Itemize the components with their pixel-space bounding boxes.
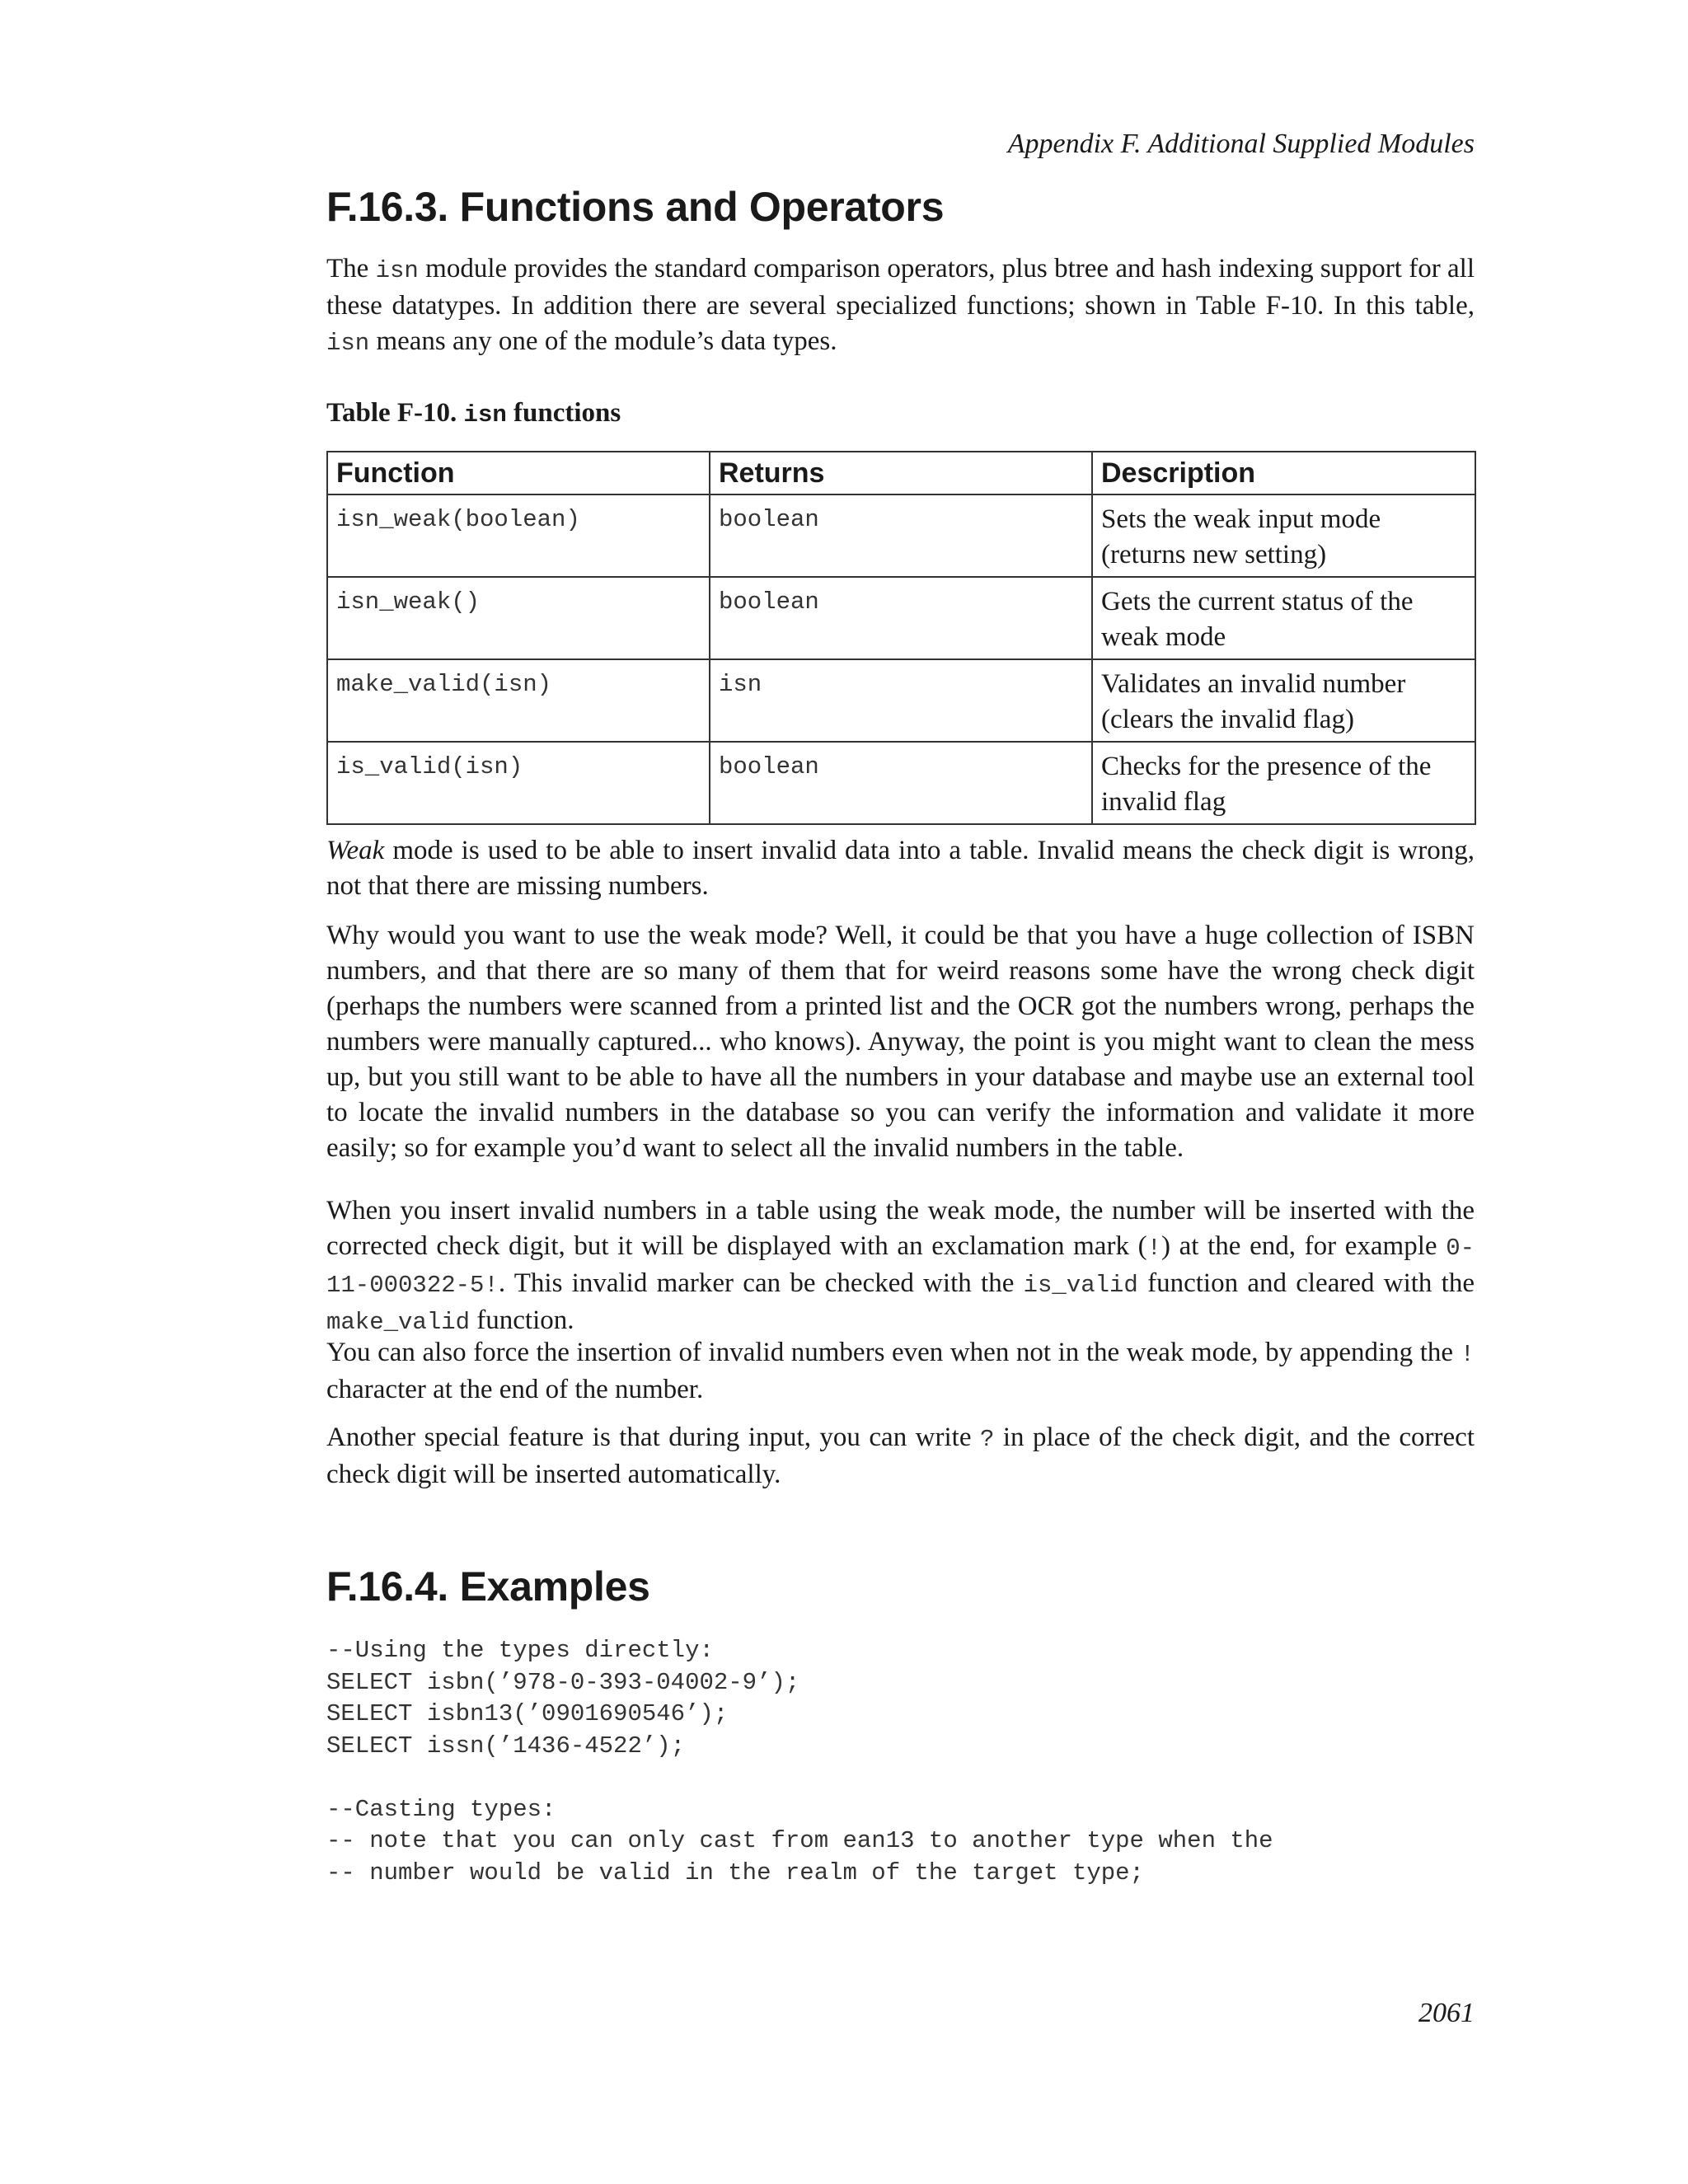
text-run: in place of the check digit, and the correct check digit will be inserted automatically. [326, 1422, 1475, 1489]
caption-suffix: functions [506, 398, 621, 428]
text-run: ) at the end, for example [1161, 1231, 1447, 1261]
table-row [327, 659, 1475, 742]
inline-code: isn [375, 257, 419, 284]
cell-function: is_valid(isn) [327, 742, 710, 824]
text-run: function and cleared with the [1137, 1268, 1475, 1298]
example-code-block: --Using the types directly: SELECT isbn(’978-0-393-04002-9’); SELECT isbn13(’0901690546’); SELECT issn(’1436-4522’); --Casting types: -- note that you can only cast from ean13 to another type when the -- number would be valid in the realm of the target type; [326, 1637, 1273, 1886]
force-insertion-paragraph [326, 1335, 1475, 1408]
cell-function: isn_weak() [327, 577, 710, 659]
section-heading-functions: F.16.3. Functions and Operators [326, 184, 945, 230]
cell-returns: boolean [710, 494, 1092, 577]
table-header-row [327, 452, 1475, 494]
cell-returns: boolean [710, 742, 1092, 824]
why-weak-mode-paragraph: Why would you want to use the weak mode? Well, it could be that you have a huge collection of ISBN numbers, and that there are so many of them that for weird reasons some have the wrong check digit (perhaps the numbers were scanned from a printed list and the OCR got the numbers wrong, perhaps the numbers were manually captured... who knows). Anyway, the point is you might want to clean the mess up, but you still want to be able to have all the numbers in your database and maybe use an external tool to locate the invalid numbers in the database so you can verify the information and validate it more easily; so for example you’d want to select all the invalid numbers in the table. [326, 921, 1475, 1163]
inline-code: is_valid [1023, 1272, 1138, 1299]
cell-returns: boolean [710, 577, 1092, 659]
caption-code: isn [463, 401, 507, 429]
special-feature-paragraph [326, 1420, 1475, 1493]
inline-code: 0-11-000322-5! [326, 1235, 1475, 1299]
column-header-function: Function [327, 452, 710, 494]
table-row [327, 742, 1475, 824]
cell-description: Gets the current status of the weak mode [1092, 577, 1475, 659]
text-run: character at the end of the number. [326, 1375, 704, 1404]
text-run: mode is used to be able to insert invalid data into a table. Invalid means the check digit is wrong, not that there are missing numbers. [326, 836, 1475, 901]
inline-code: ! [1146, 1235, 1161, 1262]
cell-function: make_valid(isn) [327, 659, 710, 742]
section-heading-examples: F.16.4. Examples [326, 1563, 650, 1610]
weak-mode-paragraph [326, 833, 1475, 904]
inline-code: ? [979, 1426, 995, 1453]
intro-paragraph [326, 251, 1475, 361]
inline-code: make_valid [326, 1309, 471, 1336]
page-number: 2061 [1418, 1998, 1475, 2028]
cell-description: Sets the weak input mode (returns new setting) [1092, 494, 1475, 577]
isn-functions-table [326, 451, 1476, 825]
table-row [327, 494, 1475, 577]
text-run: You can also force the insertion of invalid numbers even when not in the weak mode, by appending the [326, 1338, 1461, 1367]
column-header-description: Description [1092, 452, 1475, 494]
text-run: Another special feature is that during input, you can write [326, 1422, 980, 1452]
running-header: Appendix F. Additional Supplied Modules [1007, 129, 1475, 159]
cell-function: isn_weak(boolean) [327, 494, 710, 577]
insert-invalid-paragraph [326, 1193, 1475, 1340]
cell-description: Validates an invalid number (clears the invalid flag) [1092, 659, 1475, 742]
text-run: When you insert invalid numbers in a table using the weak mode, the number will be inserted with the corrected check digit, but it will be displayed with an exclamation mark ( [326, 1196, 1475, 1261]
inline-code: isn [326, 330, 370, 357]
text-run: means any one of the module’s data types. [369, 326, 837, 356]
cell-description: Checks for the presence of the invalid flag [1092, 742, 1475, 824]
text-run: module provides the standard comparison operators, plus btree and hash indexing support for all these datatypes. In addition there are several specialized functions; shown in Table F-10. In this table, [326, 254, 1475, 321]
text-run: function. [470, 1305, 574, 1335]
column-header-returns: Returns [710, 452, 1092, 494]
table-row [327, 577, 1475, 659]
caption-prefix: Table F-10. [326, 398, 464, 428]
text-run: The [326, 254, 376, 284]
text-run: . This invalid marker can be checked with the [498, 1268, 1024, 1298]
table-caption [326, 398, 621, 429]
emphasis-weak: Weak [326, 836, 385, 865]
inline-code: ! [1460, 1341, 1475, 1368]
cell-returns: isn [710, 659, 1092, 742]
